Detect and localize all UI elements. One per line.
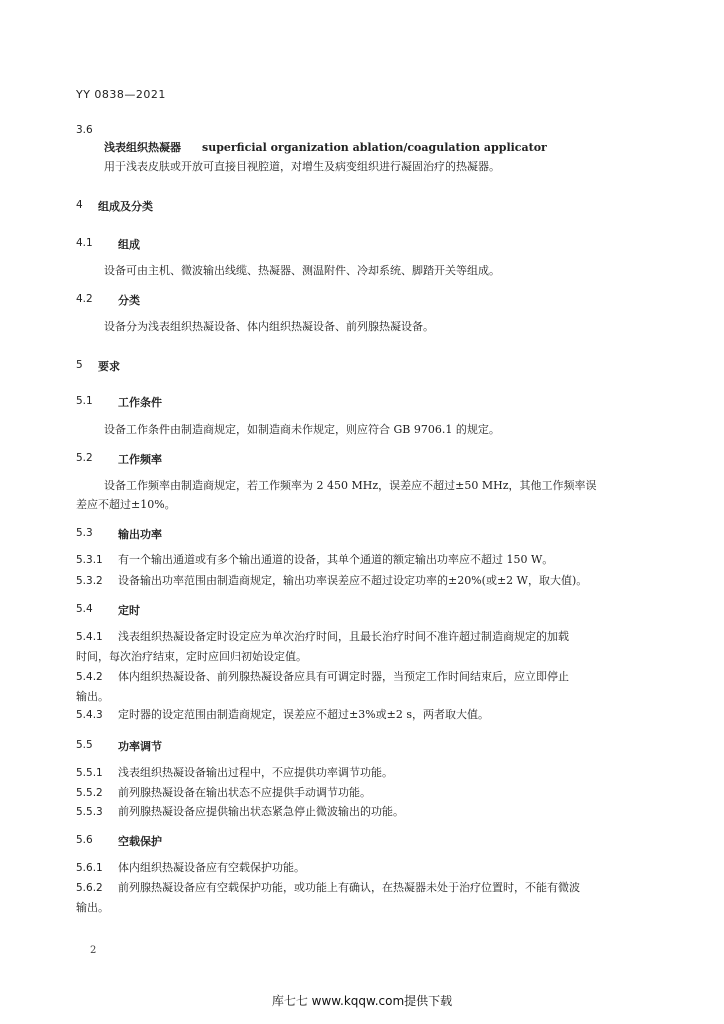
subclause-number: 5.6.1: [76, 862, 103, 874]
subclause-number: 5.4.3: [76, 709, 103, 721]
clause-title: 空载保护: [118, 835, 162, 848]
subclause-text-line: 前列腺热凝设备应有空载保护功能，或功能上有确认，在热凝器未处于治疗位置时，不能有微波: [118, 881, 580, 894]
subclause-text: 设备输出功率范围由制造商规定，输出功率误差应不超过设定功率的±20%(或±2 W，取大值)。: [118, 574, 588, 587]
subclause-text-line: 浅表组织热凝设备定时设定应为单次治疗时间，且最长治疗时间不准许超过制造商规定的加载: [118, 630, 569, 643]
subclause-text: 浅表组织热凝设备输出过程中，不应提供功率调节功能。: [118, 766, 393, 779]
clause-title: 工作条件: [118, 396, 162, 409]
term-line: [104, 141, 547, 155]
subclause-number: 5.3.2: [76, 575, 103, 587]
clause-text: 设备分为浅表组织热凝设备、体内组织热凝设备、前列腺热凝设备。: [104, 320, 434, 333]
clause-text-line: 差应不超过±10%。: [76, 498, 176, 511]
subclause-text-line: 时间，每次治疗结束，定时应回归初始设定值。: [76, 650, 307, 663]
clause-number: 5.6: [76, 834, 93, 846]
clause-number: 5.1: [76, 395, 93, 407]
clause-number: 5.2: [76, 452, 93, 464]
term-definition: 用于浅表皮肤或开放可直接目视腔道，对增生及病变组织进行凝固治疗的热凝器。: [104, 160, 500, 173]
section-number: 4: [76, 199, 83, 211]
subclause-number: 5.5.1: [76, 767, 103, 779]
clause-number: 3.6: [76, 124, 93, 136]
clause-number: 4.1: [76, 237, 93, 249]
term-en: superficial organization ablation/coagulation applicator: [202, 141, 547, 154]
subclause-text-line: 输出。: [76, 901, 109, 914]
section-title: 要求: [98, 360, 120, 373]
subclause-text-line: 体内组织热凝设备应有空载保护功能。: [118, 861, 305, 874]
clause-text: 设备工作条件由制造商规定，如制造商未作规定，则应符合 GB 9706.1 的规定。: [104, 423, 500, 436]
subclause-text: 前列腺热凝设备在输出状态不应提供手动调节功能。: [118, 786, 371, 799]
standard-code: YY 0838—2021: [76, 88, 166, 101]
clause-number: 5.5: [76, 739, 93, 751]
clause-title: 组成: [118, 238, 140, 251]
clause-title: 定时: [118, 604, 140, 617]
page-number: 2: [90, 945, 97, 956]
subclause-number: 5.6.2: [76, 882, 103, 894]
clause-number: 4.2: [76, 293, 93, 305]
clause-title: 分类: [118, 294, 140, 307]
subclause-text-line: 定时器的设定范围由制造商规定，误差应不超过±3%或±2 s，两者取大值。: [118, 708, 490, 721]
clause-number: 5.3: [76, 527, 93, 539]
term-cn: 浅表组织热凝器: [104, 141, 181, 154]
subclause-number: 5.4.2: [76, 671, 103, 683]
section-number: 5: [76, 359, 83, 371]
clause-title: 输出功率: [118, 528, 162, 541]
subclause-text-line: 体内组织热凝设备、前列腺热凝设备应具有可调定时器，当预定工作时间结束后，应立即停止: [118, 670, 569, 683]
clause-number: 5.4: [76, 603, 93, 615]
footer-watermark: 库七七 www.kqqw.com提供下载: [271, 994, 453, 1008]
clause-title: 功率调节: [118, 740, 162, 753]
subclause-number: 5.5.3: [76, 806, 103, 818]
subclause-text: 前列腺热凝设备应提供输出状态紧急停止微波输出的功能。: [118, 805, 404, 818]
section-title: 组成及分类: [98, 200, 153, 213]
subclause-number: 5.4.1: [76, 631, 103, 643]
subclause-text-line: 输出。: [76, 690, 109, 703]
clause-text-line: 设备工作频率由制造商规定，若工作频率为 2 450 MHz，误差应不超过±50 MHz，其他工作频率误: [104, 479, 597, 492]
subclause-text: 有一个输出通道或有多个输出通道的设备，其单个通道的额定输出功率应不超过 150 W。: [118, 553, 554, 566]
subclause-number: 5.3.1: [76, 554, 103, 566]
subclause-number: 5.5.2: [76, 787, 103, 799]
clause-title: 工作频率: [118, 453, 162, 466]
clause-text: 设备可由主机、微波输出线缆、热凝器、测温附件、冷却系统、脚踏开关等组成。: [104, 264, 500, 277]
